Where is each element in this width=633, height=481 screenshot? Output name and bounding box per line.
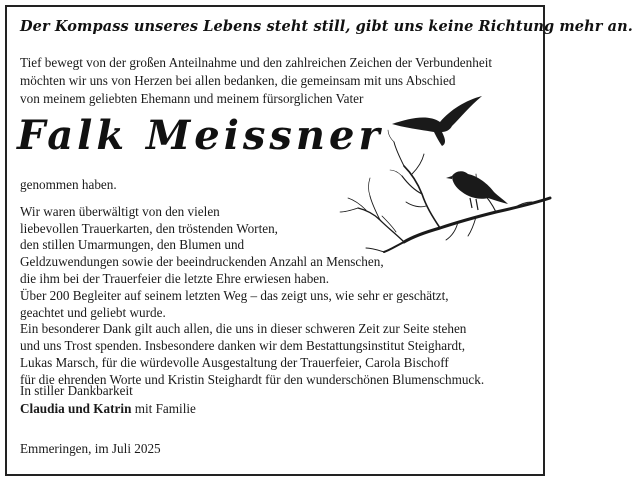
body-line: Lukas Marsch, für die würdevolle Ausgestaltung der Trauerfeier, Carola Bischoff bbox=[20, 354, 449, 370]
closing-greeting: In stiller Dankbarkeit bbox=[20, 383, 133, 398]
intro-line: Tief bewegt von der großen Anteilnahme und den zahlreichen Zeichen der Verbundenheit bbox=[20, 55, 493, 70]
body-line: Ein besonderer Dank gilt auch allen, die uns in dieser schweren Zeit zur Seite stehen bbox=[20, 321, 467, 337]
after-name-line: genommen haben. bbox=[20, 177, 117, 192]
body-line: für die ehrenden Worte und Kristin Steighardt für den wunderschönen Blumenschmuck. bbox=[20, 371, 485, 387]
signers-line bbox=[20, 400, 420, 418]
body-line: und uns Trost spenden. Insbesondere danken wir dem Bestattungsinstitut Steighardt, bbox=[20, 338, 466, 354]
body-text bbox=[20, 177, 535, 389]
closing-signature bbox=[20, 382, 420, 418]
deceased-name: Falk Meissner bbox=[17, 112, 384, 159]
body-line: Geldzuwendungen sowie der beeindruckenden Anzahl an Menschen, bbox=[20, 254, 384, 270]
body-line: liebevollen Trauerkarten, den tröstenden Worten, bbox=[20, 220, 278, 236]
flying-bird-icon bbox=[392, 96, 482, 146]
body-line: Über 200 Begleiter auf seinem letzten Weg – das zeigt uns, wie sehr er geschätzt, bbox=[20, 287, 449, 303]
motto-heading: Der Kompass unseres Lebens steht still, gibt uns keine Richtung mehr an. bbox=[20, 18, 633, 35]
place-date: Emmeringen, im Juli 2025 bbox=[20, 441, 161, 456]
signers-names: Claudia und Katrin bbox=[20, 401, 132, 416]
body-line: die ihm bei der Trauerfeier die letzte Ehre erwiesen haben. bbox=[20, 270, 330, 286]
intro-line: von meinem geliebten Ehemann und meinem fürsorglichen Vater bbox=[20, 91, 364, 106]
intro-line: möchten wir uns von Herzen bei allen bedanken, die gemeinsam mit uns Abschied bbox=[20, 73, 456, 88]
body-line: Wir waren überwältigt von den vielen bbox=[20, 203, 220, 219]
body-line: geachtet und geliebt wurde. bbox=[20, 304, 166, 320]
body-line: den stillen Umarmungen, den Blumen und bbox=[20, 237, 245, 253]
signers-suffix: mit Familie bbox=[131, 401, 196, 416]
